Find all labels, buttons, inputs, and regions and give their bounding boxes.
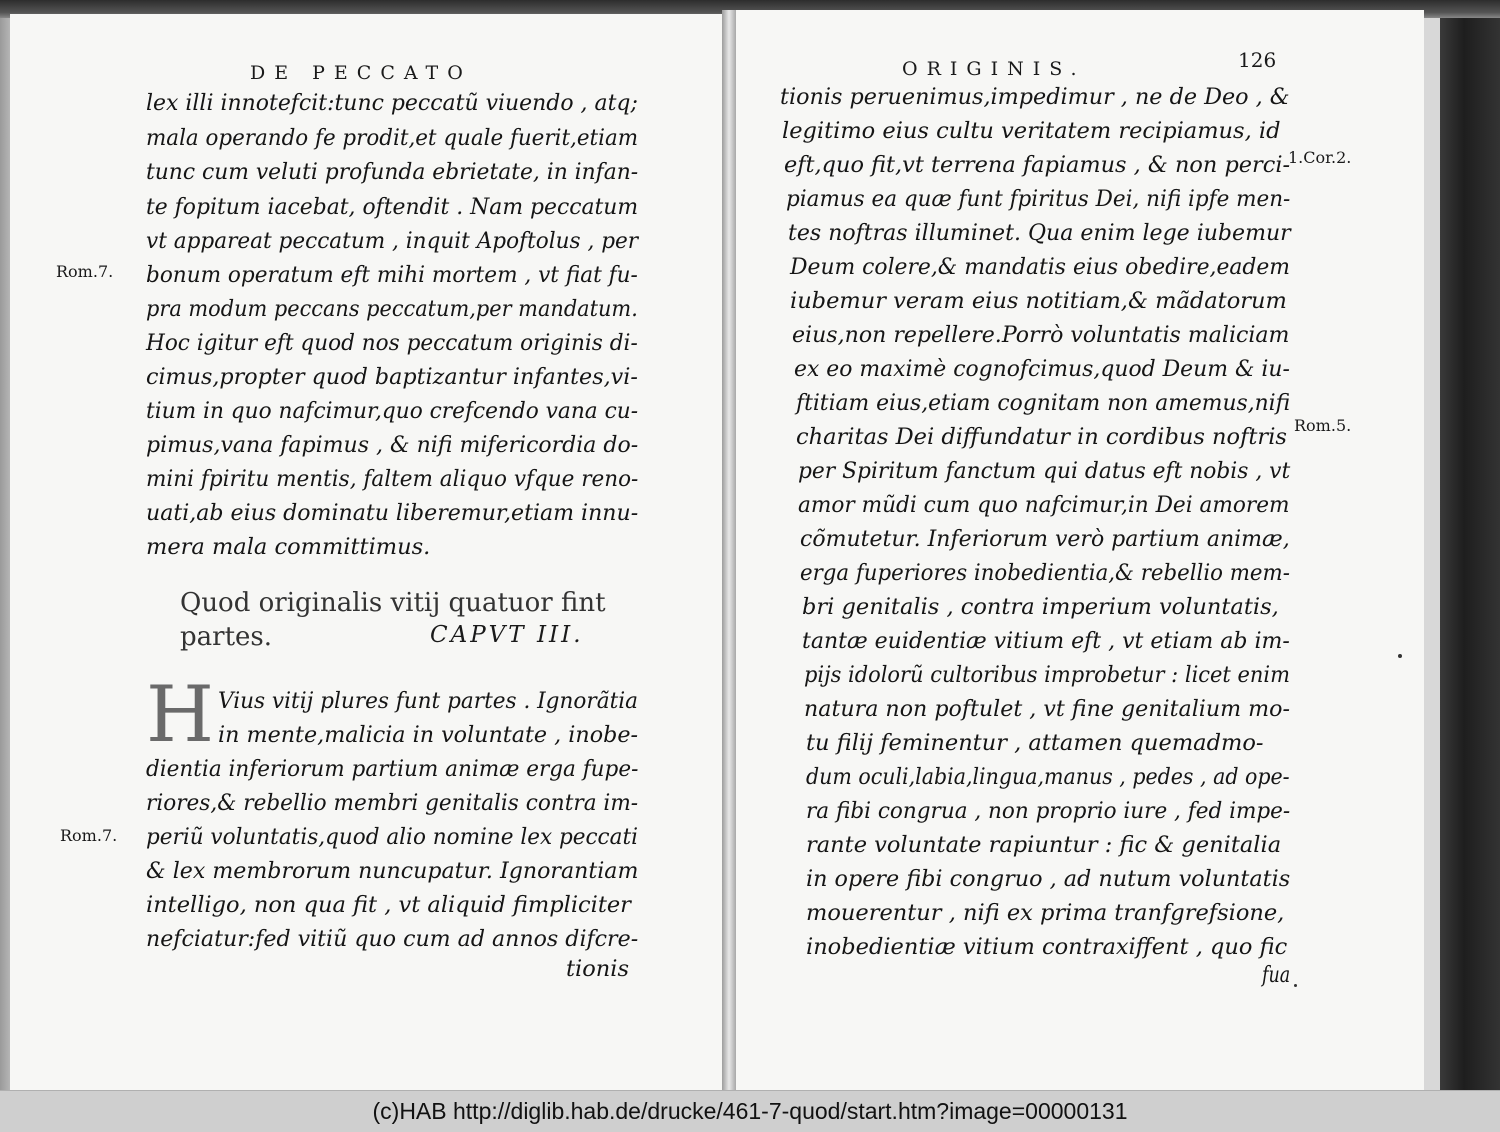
text-line: mini fpiritu mentis, faltem aliquo vfque reno-: [146, 466, 639, 492]
decorated-initial: H: [146, 670, 215, 760]
margin-note: Rom.5.: [1294, 416, 1352, 435]
text-line: ftitiam eius,etiam cognitam non amemus,nifi: [796, 390, 1291, 416]
page-number: 126: [1238, 48, 1277, 72]
book-gutter: [722, 10, 736, 1090]
scan-right-edge: [1440, 0, 1500, 1090]
margin-note: 1.Cor.2.: [1288, 148, 1352, 167]
text-line: tantæ euidentiæ vitium eft , vt etiam ab im-: [802, 628, 1290, 654]
text-line: Hoc igitur eft quod nos peccatum originis di-: [146, 330, 638, 356]
catchword: fua: [1262, 962, 1291, 988]
text-line: mera mala committimus.: [146, 534, 431, 560]
text-line: lex illi innotefcit:tunc peccatũ viuendo , atq;: [146, 90, 638, 116]
chapter-heading-line2: partes.: [180, 622, 273, 652]
catchword: tionis: [566, 956, 630, 982]
text-line: in mente,malicia in voluntate , inobe-: [218, 722, 639, 748]
text-line: ra fibi congrua , non proprio iure , fed impe-: [806, 798, 1291, 824]
text-line: cõmutetur. Inferiorum verò partium animæ,: [800, 526, 1290, 552]
text-line: natura non poftulet , vt fine genitalium mo-: [804, 696, 1290, 722]
chapter-heading-line1: Quod originalis vitij quatuor fint: [180, 588, 606, 618]
text-line: amor mũdi cum quo nafcimur,in Dei amorem: [798, 492, 1290, 518]
text-line: pijs idolorũ cultoribus improbetur : licet enim: [804, 662, 1290, 688]
text-line: inobedientiæ vitium contraxiffent , quo fic: [806, 934, 1288, 960]
text-line: vt appareat peccatum , inquit Apoftolus , per: [146, 228, 639, 254]
text-line: te fopitum iacebat, oftendit . Nam peccatum: [146, 194, 639, 220]
text-line: tu filij feminentur , attamen quemadmo-: [806, 730, 1264, 756]
text-line: dum oculi,labia,lingua,manus , pedes , ad ope-: [806, 764, 1290, 790]
text-line: mala operando fe prodit,et quale fuerit,etiam: [146, 125, 639, 151]
footer-bar: [0, 1090, 1500, 1132]
footer-credit: (c)HAB http://diglib.hab.de/drucke/461-7-quod/start.htm?image=00000131: [372, 1098, 1128, 1124]
text-line: piamus ea quæ funt fpiritus Dei, nifi ipfe men-: [786, 186, 1291, 212]
text-line: Deum colere,& mandatis eius obedire,eadem: [790, 254, 1291, 280]
text-line: riores,& rebellio membri genitalis contra im-: [146, 790, 639, 816]
text-line: tionis peruenimus,impedimur , ne de Deo , &: [780, 84, 1290, 110]
running-head-right: ORIGINIS.: [902, 58, 1086, 80]
text-line: & lex membrorum nuncupatur. Ignorantiam: [146, 858, 639, 884]
margin-note: Rom.7.: [56, 262, 114, 281]
text-line: intelligo, non qua fit , vt aliquid fimpliciter: [146, 892, 631, 918]
text-line: per Spiritum fanctum qui datus eft nobis , vt: [798, 458, 1291, 484]
text-line: legitimo eius cultu veritatem recipiamus, id: [782, 118, 1281, 144]
chapter-number: CAPVT III.: [430, 622, 584, 648]
text-line: tes noftras illuminet. Qua enim lege iubemur: [788, 220, 1291, 246]
text-line: cimus,propter quod baptizantur infantes,vi-: [146, 364, 638, 390]
text-line: erga fuperiores inobedientia,& rebellio mem-: [800, 560, 1290, 586]
text-line: in opere fibi congruo , ad nutum voluntatis: [806, 866, 1291, 892]
text-line: mouerentur , nifi ex prima tranfgrefsione,: [806, 900, 1285, 926]
text-line: ex eo maximè cognofcimus,quod Deum & iu-: [794, 356, 1290, 382]
text-line: eft,quo fit,vt terrena fapiamus , & non perci-: [784, 152, 1291, 178]
text-line: Vius vitij plures funt partes . Ignorãtia: [218, 688, 639, 714]
text-line: bonum operatum eft mihi mortem , vt fiat fu-: [146, 262, 638, 288]
text-line: charitas Dei diffundatur in cordibus noftris: [796, 424, 1287, 450]
text-line: periũ voluntatis,quod alio nomine lex peccati: [146, 824, 639, 850]
running-head-left: DE PECCATO: [250, 62, 472, 84]
text-line: pimus,vana fapimus , & nifi mifericordia do-: [146, 432, 639, 458]
text-line: tunc cum veluti profunda ebrietate, in infan-: [146, 159, 639, 185]
paper-speck: [1398, 654, 1402, 658]
text-line: eius,non repellere.Porrò voluntatis maliciam: [792, 322, 1290, 348]
text-line: bri genitalis , contra imperium voluntatis,: [802, 594, 1279, 620]
text-line: uati,ab eius dominatu libereтur,etiam innu-: [146, 500, 639, 526]
paper-speck: [1294, 984, 1297, 987]
text-line: dientia inferiorum partium animæ erga fupe-: [146, 756, 639, 782]
text-line: tium in quo nafcimur,quo crefcendo vana cu-: [146, 398, 639, 424]
margin-note: Rom.7.: [60, 826, 118, 845]
text-line: rante voluntate rapiuntur : fic & genitalia: [806, 832, 1282, 858]
text-line: pra modum peccans peccatum,per mandatum.: [146, 296, 638, 322]
text-line: nefciatur:fed vitiũ quo cum ad annos difcre-: [146, 926, 639, 952]
text-line: iubemur veram eius notitiam,& mãdatorum: [790, 288, 1287, 314]
